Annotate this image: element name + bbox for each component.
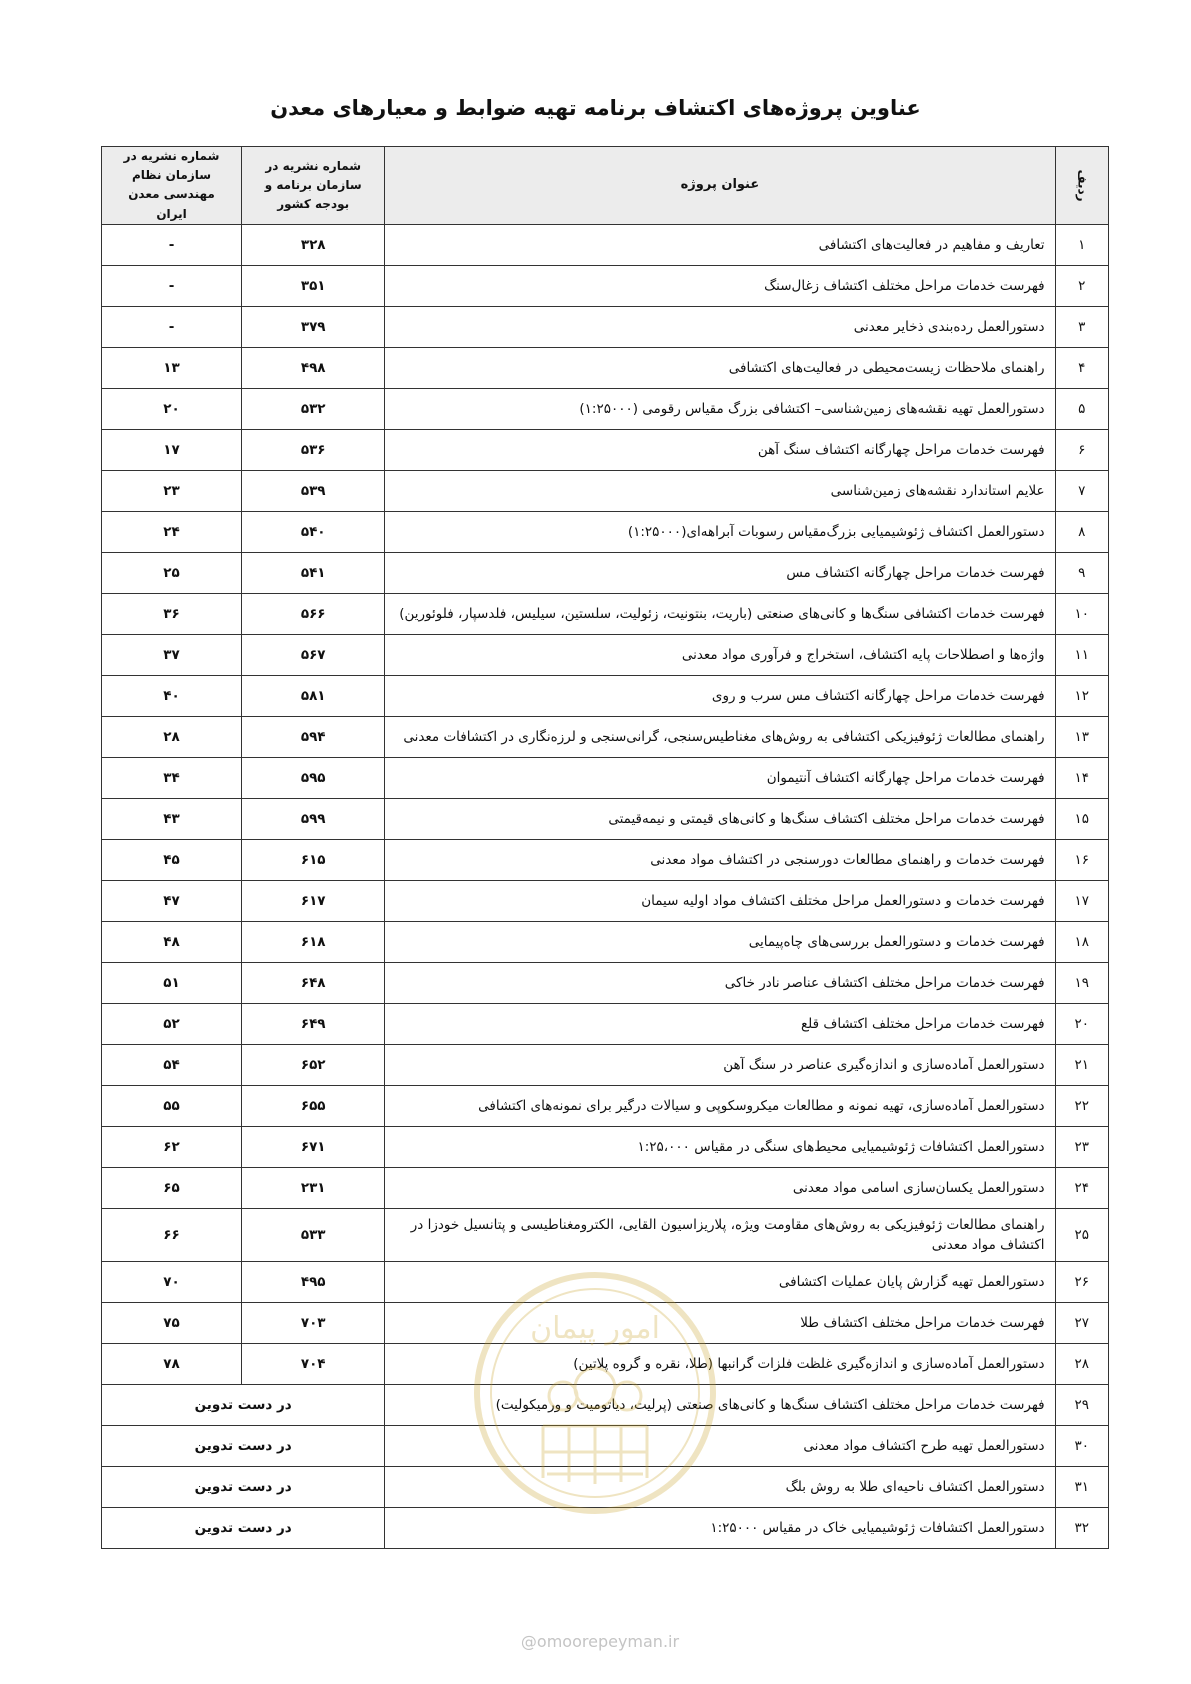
ieo-number: - xyxy=(102,224,242,265)
ieo-number: ۲۵ xyxy=(102,552,242,593)
table-row xyxy=(102,511,1109,552)
pbo-number: ۵۸۱ xyxy=(242,675,385,716)
table-row xyxy=(102,470,1109,511)
table-row xyxy=(102,552,1109,593)
row-number: ۴ xyxy=(1055,347,1108,388)
header-pbo-number: شماره نشریه در سازمان برنامه و بودجه کشور xyxy=(242,147,385,225)
ieo-number: ۴۸ xyxy=(102,921,242,962)
ieo-number: ۳۷ xyxy=(102,634,242,675)
pbo-number: ۶۵۲ xyxy=(242,1044,385,1085)
pbo-number: ۷۰۴ xyxy=(242,1343,385,1384)
ieo-number: ۲۸ xyxy=(102,716,242,757)
project-title: فهرست خدمات مراحل چهارگانه اکتشاف مس سرب و روی xyxy=(385,675,1055,716)
project-title: راهنمای مطالعات ژئوفیزیکی به روش‌های مقاومت ویژه، پلاریزاسیون القایی، الکترومغناطیسی و پتانسیل خودزا در اکتشاف مواد معدنی xyxy=(385,1208,1055,1261)
row-number: ۲۸ xyxy=(1055,1343,1108,1384)
ieo-number: ۷۵ xyxy=(102,1302,242,1343)
pbo-number: ۲۳۱ xyxy=(242,1167,385,1208)
table-row xyxy=(102,962,1109,1003)
project-title: فهرست خدمات مراحل چهارگانه اکتشاف سنگ آهن xyxy=(385,429,1055,470)
project-title: دستورالعمل اکتشافات ژئوشیمیایی محیط‌های سنگی در مقیاس ۱:۲۵،۰۰۰ xyxy=(385,1126,1055,1167)
project-title: دستورالعمل اکتشافات ژئوشیمیایی خاک در مقیاس ۱:۲۵۰۰۰ xyxy=(385,1507,1055,1548)
row-number: ۱۲ xyxy=(1055,675,1108,716)
table-header-row xyxy=(102,147,1109,225)
ieo-number: ۲۳ xyxy=(102,470,242,511)
table-row xyxy=(102,757,1109,798)
table-row-pending xyxy=(102,1507,1109,1548)
header-row-number: ردیف xyxy=(1055,147,1108,225)
project-title: دستورالعمل آماده‌سازی و اندازه‌گیری عناصر در سنگ آهن xyxy=(385,1044,1055,1085)
row-number: ۱۴ xyxy=(1055,757,1108,798)
ieo-number: ۶۲ xyxy=(102,1126,242,1167)
row-number: ۱۹ xyxy=(1055,962,1108,1003)
header-project-title: عنوان پروژه xyxy=(385,147,1055,225)
ieo-number: ۵۲ xyxy=(102,1003,242,1044)
pbo-number: ۵۶۷ xyxy=(242,634,385,675)
pbo-number: ۳۲۸ xyxy=(242,224,385,265)
row-number: ۲۶ xyxy=(1055,1261,1108,1302)
table-row xyxy=(102,1003,1109,1044)
row-number: ۱۳ xyxy=(1055,716,1108,757)
table-row xyxy=(102,1126,1109,1167)
ieo-number: ۵۴ xyxy=(102,1044,242,1085)
ieo-number: ۴۵ xyxy=(102,839,242,880)
table-row xyxy=(102,1085,1109,1126)
project-title: دستورالعمل اکتشاف ژئوشیمیایی بزرگ‌مقیاس رسوبات آبراهه‌ای(۱:۲۵۰۰۰) xyxy=(385,511,1055,552)
table-row xyxy=(102,880,1109,921)
ieo-number: ۲۰ xyxy=(102,388,242,429)
row-number: ۳۰ xyxy=(1055,1425,1108,1466)
ieo-number: ۶۵ xyxy=(102,1167,242,1208)
table-row xyxy=(102,1167,1109,1208)
table-row-pending xyxy=(102,1384,1109,1425)
project-title: دستورالعمل تهیه طرح اکتشاف مواد معدنی xyxy=(385,1425,1055,1466)
row-number: ۳۲ xyxy=(1055,1507,1108,1548)
row-number: ۳ xyxy=(1055,306,1108,347)
table-row xyxy=(102,224,1109,265)
project-title: فهرست خدمات مراحل مختلف اکتشاف طلا xyxy=(385,1302,1055,1343)
row-number: ۲ xyxy=(1055,265,1108,306)
svg-text:امور پیمان: امور پیمان xyxy=(530,1311,660,1346)
page-title: عناوین پروژه‌های اکتشاف برنامه تهیه ضوابط و معیارهای معدن xyxy=(270,96,921,120)
project-title: فهرست خدمات اکتشافی سنگ‌ها و کانی‌های صنعتی (باریت، بنتونیت، زئولیت، سلستین، سیلیس، فلدسپار، فلوئورین) xyxy=(385,593,1055,634)
ieo-number: ۱۳ xyxy=(102,347,242,388)
row-number: ۲۲ xyxy=(1055,1085,1108,1126)
project-title: فهرست خدمات و دستورالعمل مراحل مختلف اکتشاف مواد اولیه سیمان xyxy=(385,880,1055,921)
table-row-pending xyxy=(102,1425,1109,1466)
row-number: ۸ xyxy=(1055,511,1108,552)
row-number: ۷ xyxy=(1055,470,1108,511)
row-number: ۱۶ xyxy=(1055,839,1108,880)
ieo-number: ۵۵ xyxy=(102,1085,242,1126)
project-title: دستورالعمل آماده‌سازی و اندازه‌گیری غلظت فلزات گرانبها (طلا، نقره و گروه پلاتین) xyxy=(385,1343,1055,1384)
project-title: علایم استاندارد نقشه‌های زمین‌شناسی xyxy=(385,470,1055,511)
pbo-number: ۶۷۱ xyxy=(242,1126,385,1167)
project-title: فهرست خدمات مراحل چهارگانه اکتشاف مس xyxy=(385,552,1055,593)
row-number: ۱۰ xyxy=(1055,593,1108,634)
row-number: ۲۳ xyxy=(1055,1126,1108,1167)
project-title: فهرست خدمات مراحل مختلف اکتشاف زغال‌سنگ xyxy=(385,265,1055,306)
project-title: فهرست خدمات مراحل مختلف اکتشاف عناصر نادر خاکی xyxy=(385,962,1055,1003)
table-row xyxy=(102,593,1109,634)
row-number: ۹ xyxy=(1055,552,1108,593)
row-number: ۱ xyxy=(1055,224,1108,265)
project-title: فهرست خدمات مراحل مختلف اکتشاف قلع xyxy=(385,1003,1055,1044)
row-number: ۵ xyxy=(1055,388,1108,429)
ieo-number: ۴۰ xyxy=(102,675,242,716)
table-row xyxy=(102,347,1109,388)
table-row xyxy=(102,388,1109,429)
table-row xyxy=(102,429,1109,470)
ieo-number: ۴۷ xyxy=(102,880,242,921)
ieo-number: ۴۳ xyxy=(102,798,242,839)
ieo-number: ۱۷ xyxy=(102,429,242,470)
ieo-number: ۲۴ xyxy=(102,511,242,552)
status-text: در دست تدوین xyxy=(102,1425,385,1466)
project-title: فهرست خدمات مراحل چهارگانه اکتشاف آنتیموان xyxy=(385,757,1055,798)
pbo-number: ۷۰۳ xyxy=(242,1302,385,1343)
pbo-number: ۵۳۳ xyxy=(242,1208,385,1261)
row-number: ۱۱ xyxy=(1055,634,1108,675)
site-credit: @omoorepeyman.ir xyxy=(520,1632,680,1651)
pbo-number: ۵۹۹ xyxy=(242,798,385,839)
pbo-number: ۵۹۴ xyxy=(242,716,385,757)
table-row xyxy=(102,839,1109,880)
row-number: ۱۵ xyxy=(1055,798,1108,839)
project-title: واژه‌ها و اصطلاحات پایه اکتشاف، استخراج و فرآوری مواد معدنی xyxy=(385,634,1055,675)
table-row xyxy=(102,1208,1109,1261)
table-row xyxy=(102,798,1109,839)
projects-table xyxy=(101,146,1109,1549)
table-row xyxy=(102,921,1109,962)
table-row xyxy=(102,265,1109,306)
pbo-number: ۵۳۹ xyxy=(242,470,385,511)
row-number: ۲۵ xyxy=(1055,1208,1108,1261)
row-number: ۲۱ xyxy=(1055,1044,1108,1085)
pbo-number: ۴۹۸ xyxy=(242,347,385,388)
project-title: تعاریف و مفاهیم در فعالیت‌های اکتشافی xyxy=(385,224,1055,265)
row-number: ۶ xyxy=(1055,429,1108,470)
project-title: دستورالعمل تهیه نقشه‌های زمین‌شناسی– اکتشافی بزرگ مقیاس رقومی (۱:۲۵۰۰۰) xyxy=(385,388,1055,429)
ieo-number: ۷۸ xyxy=(102,1343,242,1384)
row-number: ۳۱ xyxy=(1055,1466,1108,1507)
row-number: ۲۹ xyxy=(1055,1384,1108,1425)
ieo-number: - xyxy=(102,265,242,306)
project-title: دستورالعمل آماده‌سازی، تهیه نمونه و مطالعات میکروسکوپی و سیالات درگیر برای نمونه‌های اکتشافی xyxy=(385,1085,1055,1126)
pbo-number: ۳۷۹ xyxy=(242,306,385,347)
header-ieo-number: شماره نشریه در سازمان نظام مهندسی معدن ایران xyxy=(102,147,242,225)
pbo-number: ۶۱۵ xyxy=(242,839,385,880)
pbo-number: ۵۴۰ xyxy=(242,511,385,552)
table-row xyxy=(102,1261,1109,1302)
project-title: فهرست خدمات مراحل مختلف اکتشاف سنگ‌ها و کانی‌های صنعتی (پرلیت، دیاتومیت و ورمیکولیت) xyxy=(385,1384,1055,1425)
ieo-number: ۶۶ xyxy=(102,1208,242,1261)
table-row xyxy=(102,1343,1109,1384)
ieo-number: ۵۱ xyxy=(102,962,242,1003)
pbo-number: ۴۹۵ xyxy=(242,1261,385,1302)
pbo-number: ۶۵۵ xyxy=(242,1085,385,1126)
pbo-number: ۳۵۱ xyxy=(242,265,385,306)
ieo-number: ۷۰ xyxy=(102,1261,242,1302)
project-title: فهرست خدمات مراحل مختلف اکتشاف سنگ‌ها و کانی‌های قیمتی و نیمه‌قیمتی xyxy=(385,798,1055,839)
status-text: در دست تدوین xyxy=(102,1507,385,1548)
project-title: راهنمای ملاحظات زیست‌محیطی در فعالیت‌های اکتشافی xyxy=(385,347,1055,388)
pbo-number: ۵۳۲ xyxy=(242,388,385,429)
pbo-number: ۵۶۶ xyxy=(242,593,385,634)
pbo-number: ۶۱۸ xyxy=(242,921,385,962)
project-title: دستورالعمل رده‌بندی ذخایر معدنی xyxy=(385,306,1055,347)
pbo-number: ۵۹۵ xyxy=(242,757,385,798)
table-row xyxy=(102,634,1109,675)
row-number: ۲۴ xyxy=(1055,1167,1108,1208)
pbo-number: ۵۳۶ xyxy=(242,429,385,470)
status-text: در دست تدوین xyxy=(102,1466,385,1507)
project-title: فهرست خدمات و راهنمای مطالعات دورسنجی در اکتشاف مواد معدنی xyxy=(385,839,1055,880)
pbo-number: ۶۱۷ xyxy=(242,880,385,921)
ieo-number: ۳۶ xyxy=(102,593,242,634)
project-title: دستورالعمل یکسان‌سازی اسامی مواد معدنی xyxy=(385,1167,1055,1208)
table-row xyxy=(102,1044,1109,1085)
row-number: ۱۸ xyxy=(1055,921,1108,962)
row-number: ۲۰ xyxy=(1055,1003,1108,1044)
row-number: ۱۷ xyxy=(1055,880,1108,921)
project-title: دستورالعمل اکتشاف ناحیه‌ای طلا به روش بلگ xyxy=(385,1466,1055,1507)
project-title: راهنمای مطالعات ژئوفیزیکی اکتشافی به روش‌های مغناطیس‌سنجی، گرانی‌سنجی و لرزه‌نگاری در اکتشافات معدنی xyxy=(385,716,1055,757)
table-row xyxy=(102,675,1109,716)
project-title: فهرست خدمات و دستورالعمل بررسی‌های چاه‌پیمایی xyxy=(385,921,1055,962)
ieo-number: - xyxy=(102,306,242,347)
table-row xyxy=(102,716,1109,757)
table-row xyxy=(102,1302,1109,1343)
table-row xyxy=(102,306,1109,347)
ieo-number: ۳۴ xyxy=(102,757,242,798)
table-row-pending xyxy=(102,1466,1109,1507)
pbo-number: ۵۴۱ xyxy=(242,552,385,593)
pbo-number: ۶۴۹ xyxy=(242,1003,385,1044)
status-text: در دست تدوین xyxy=(102,1384,385,1425)
pbo-number: ۶۴۸ xyxy=(242,962,385,1003)
project-title: دستورالعمل تهیه گزارش پایان عملیات اکتشافی xyxy=(385,1261,1055,1302)
row-number: ۲۷ xyxy=(1055,1302,1108,1343)
